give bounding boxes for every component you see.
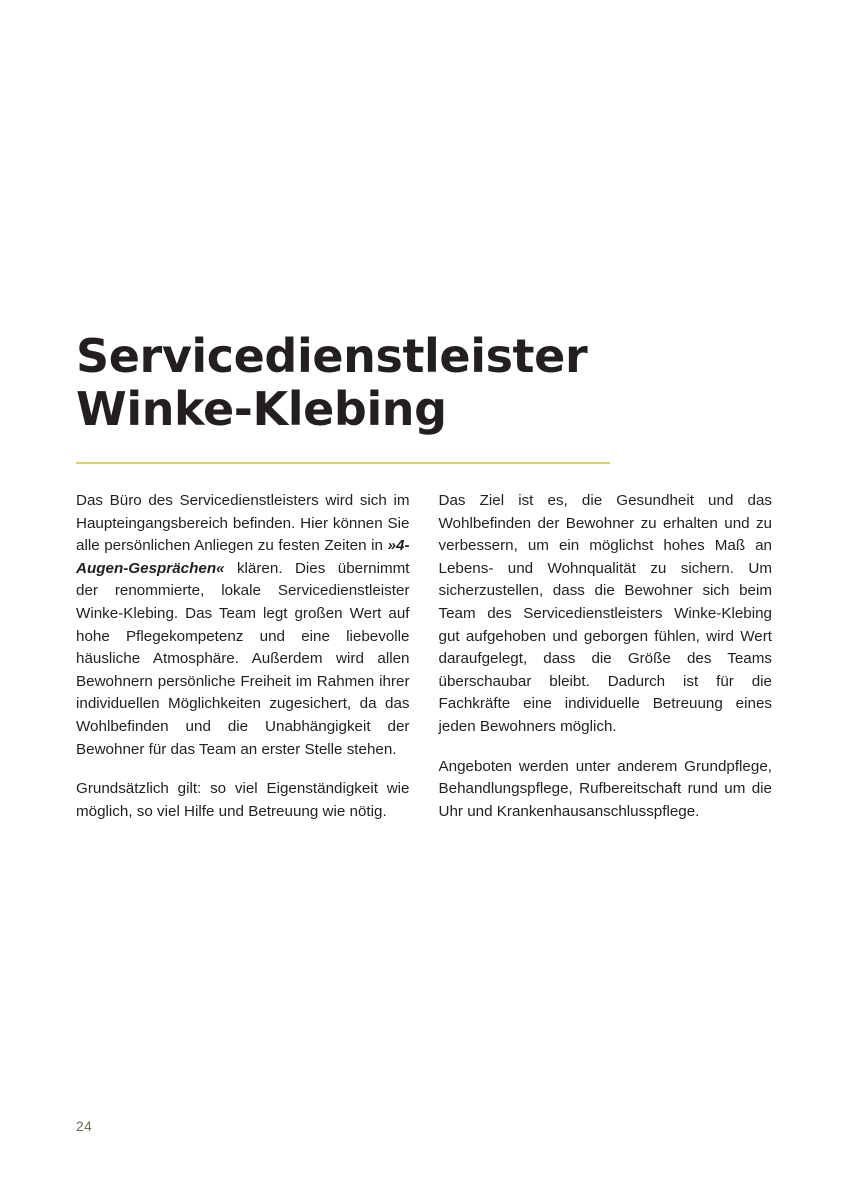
- body-columns: [76, 490, 772, 823]
- page-content: [76, 330, 772, 823]
- paragraph: Das Ziel ist es, die Gesundheit und das Wohlbefinden der Bewohner zu erhalten und zu verbessern, um ein möglichst hohes Maß an Lebens- und Wohnqualität zu sichern. Um sicherzustellen, dass die Bewohner sich beim Team des Servicedienstleisters Winke-Klebing gut aufgehoben und geborgen fühlen, wird Wert daraufgelegt, dass die Größe des Teams überschaubar bleibt. Dadurch ist für die Fachkräfte eine individuelle Betreuung eines jeden Bewohners möglich.: [438, 492, 772, 735]
- paragraph: Grundsätzlich gilt: so viel Eigenständigkeit wie möglich, so viel Hilfe und Betreuung wie nötig.: [76, 780, 410, 820]
- page-number: 24: [76, 1118, 92, 1134]
- body-column-right: [439, 490, 773, 823]
- page-title: [76, 330, 772, 436]
- paragraph: Das Büro des Servicedienstleisters wird sich im Haupteingangsbereich befinden. Hier können Sie alle persönlichen Anliegen zu festen Zeiten in »4-Augen-Gesprächen« klären. Dies übernimmt der renommierte, lokale Servicedienstleister Winke-Klebing. Das Team legt großen Wert auf hohe Pflegekompetenz und eine liebevolle häusliche Atmosphäre. Außerdem wird allen Bewohnern persönliche Freiheit im Rahmen ihrer individuellen Möglichkeiten zugesichert, da das Wohlbefinden und die Unabhängigkeit der Bewohner für das Team an erster Stelle stehen.: [76, 492, 410, 758]
- paragraph: Angeboten werden unter anderem Grundpflege, Behandlungspflege, Rufbereitschaft rund um die Uhr und Krankenhausanschlusspflege.: [438, 757, 772, 820]
- body-column-left: [76, 490, 410, 823]
- page-title-line-1: Servicedienstleister: [76, 329, 588, 383]
- title-divider: [76, 462, 610, 464]
- emphasised-text: »4-Augen-Gesprächen«: [76, 537, 410, 577]
- page-title-line-2: Winke-Klebing: [76, 382, 447, 436]
